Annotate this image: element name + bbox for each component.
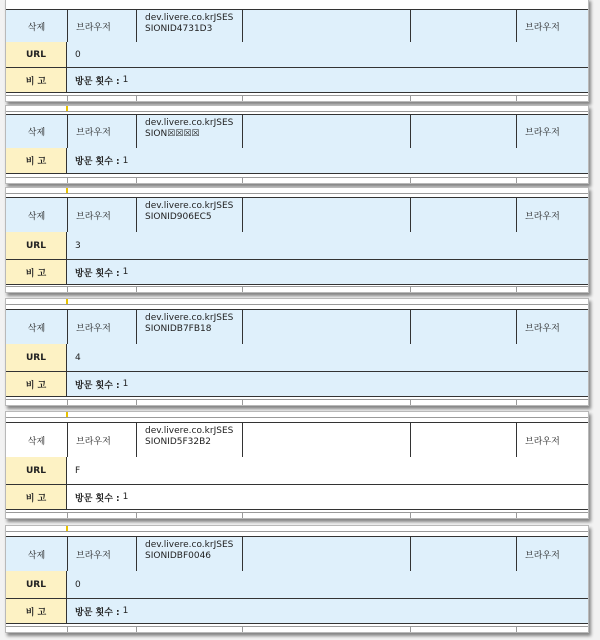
row-divider-strip <box>6 106 588 112</box>
domain-line-2: SIONIDBF0046 <box>145 551 212 561</box>
browser-cell-2: 브라우저 <box>516 115 588 148</box>
domain-line-1: dev.livere.co.krJSES <box>145 13 234 23</box>
path-cell <box>410 198 516 232</box>
browser-cell: 브라우저 <box>67 198 136 232</box>
delete-button[interactable]: 삭제 <box>27 436 46 447</box>
domain-line-1: dev.livere.co.krJSES <box>145 118 234 128</box>
url-row <box>6 42 588 68</box>
note-label: 비 고 <box>6 599 67 623</box>
browser-cell: 브라우저 <box>67 10 136 42</box>
path-cell <box>410 10 516 42</box>
domain-line-1: dev.livere.co.krJSES <box>145 540 234 550</box>
url-value: 3 <box>75 240 81 251</box>
visits-count: 1 <box>122 267 129 277</box>
path-cell <box>410 537 516 571</box>
note-value <box>67 485 588 509</box>
url-value: 4 <box>75 352 81 363</box>
path-cell <box>410 310 516 344</box>
cookie-main-row <box>6 309 588 345</box>
cookie-record-card <box>5 0 589 102</box>
note-row <box>6 148 588 174</box>
visits-count: 1 <box>122 492 129 502</box>
domain-cell <box>136 10 242 42</box>
path-cell <box>410 115 516 148</box>
cookie-record-card <box>5 411 589 519</box>
value-cell <box>242 198 410 232</box>
visits-label: 방문 횟수 : <box>75 157 120 167</box>
url-label: URL <box>6 42 67 67</box>
note-row <box>6 485 588 510</box>
visits-label: 방문 횟수 : <box>75 493 120 504</box>
delete-button[interactable]: 삭제 <box>27 211 46 222</box>
note-row <box>6 260 588 285</box>
browser-cell: 브라우저 <box>67 115 136 148</box>
delete-button[interactable]: 삭제 <box>27 550 46 561</box>
url-row <box>6 571 588 599</box>
visits-label: 방문 횟수 : <box>75 380 120 391</box>
note-row <box>6 68 588 93</box>
domain-line-2: SIONIDB7FB18 <box>145 324 212 334</box>
cookie-main-row <box>6 197 588 233</box>
domain-line-1: dev.livere.co.krJSES <box>145 426 234 436</box>
note-label: 비 고 <box>6 485 67 509</box>
delete-button[interactable]: 삭제 <box>27 22 46 33</box>
browser-cell-2: 브라우저 <box>516 537 588 571</box>
note-value <box>67 599 588 623</box>
value-cell <box>242 10 410 42</box>
cookie-record-card <box>5 105 589 184</box>
visits-label: 방문 횟수 : <box>75 268 120 279</box>
url-label: URL <box>6 232 67 259</box>
row-divider-strip <box>6 526 588 532</box>
domain-cell <box>136 115 242 148</box>
value-cell <box>242 537 410 571</box>
note-value <box>67 372 588 396</box>
cookie-main-row <box>6 536 588 572</box>
row-divider-strip <box>6 512 588 518</box>
url-value: F <box>75 465 81 476</box>
visits-count: 1 <box>122 379 129 389</box>
note-row <box>6 372 588 397</box>
row-divider-strip <box>6 188 588 194</box>
row-divider-strip <box>6 177 588 183</box>
domain-line-2: SION☒☒☒☒ <box>145 129 200 139</box>
cookie-record-card <box>5 525 589 633</box>
domain-cell <box>136 423 242 457</box>
cookie-main-row <box>6 422 588 458</box>
note-label: 비 고 <box>6 148 67 173</box>
visits-count: 1 <box>122 155 129 166</box>
note-value <box>67 260 588 284</box>
domain-line-1: dev.livere.co.krJSES <box>145 201 234 211</box>
value-cell <box>242 423 410 457</box>
domain-cell <box>136 310 242 344</box>
path-cell <box>410 423 516 457</box>
note-row <box>6 599 588 624</box>
url-value: 0 <box>75 579 81 590</box>
visits-label: 방문 횟수 : <box>75 607 120 618</box>
note-value <box>67 148 588 173</box>
browser-cell: 브라우저 <box>67 310 136 344</box>
browser-cell: 브라우저 <box>67 423 136 457</box>
browser-cell-2: 브라우저 <box>516 310 588 344</box>
delete-button[interactable]: 삭제 <box>27 323 46 334</box>
visits-label: 방문 횟수 : <box>75 76 120 87</box>
url-value: 0 <box>75 49 81 60</box>
domain-cell <box>136 198 242 232</box>
value-cell <box>242 310 410 344</box>
domain-line-1: dev.livere.co.krJSES <box>145 313 234 323</box>
row-divider-strip <box>6 299 588 305</box>
note-label: 비 고 <box>6 260 67 284</box>
url-label: URL <box>6 571 67 598</box>
browser-cell-2: 브라우저 <box>516 423 588 457</box>
row-divider-strip <box>6 626 588 632</box>
domain-cell <box>136 537 242 571</box>
browser-cell-2: 브라우저 <box>516 10 588 42</box>
cookie-main-row <box>6 114 588 149</box>
row-divider-strip <box>6 95 588 101</box>
cookie-record-card <box>5 187 589 293</box>
url-row <box>6 457 588 485</box>
domain-line-2: SIONID5F32B2 <box>145 437 212 447</box>
note-label: 비 고 <box>6 68 67 92</box>
cookie-record-card <box>5 298 589 406</box>
note-label: 비 고 <box>6 372 67 396</box>
visits-count: 1 <box>122 75 129 85</box>
row-divider-strip <box>6 412 588 418</box>
row-divider-strip <box>6 286 588 292</box>
domain-line-2: SIONID4731D3 <box>145 24 213 34</box>
row-divider-strip <box>6 399 588 405</box>
url-row <box>6 344 588 372</box>
browser-cell: 브라우저 <box>67 537 136 571</box>
value-cell <box>242 115 410 148</box>
url-label: URL <box>6 457 67 484</box>
visits-count: 1 <box>122 606 129 616</box>
url-label: URL <box>6 344 67 371</box>
browser-cell-2: 브라우저 <box>516 198 588 232</box>
domain-line-2: SIONID906EC5 <box>145 212 212 222</box>
note-value <box>67 68 588 92</box>
url-row <box>6 232 588 260</box>
delete-button[interactable]: 삭제 <box>27 128 46 138</box>
cookie-main-row <box>6 9 588 43</box>
